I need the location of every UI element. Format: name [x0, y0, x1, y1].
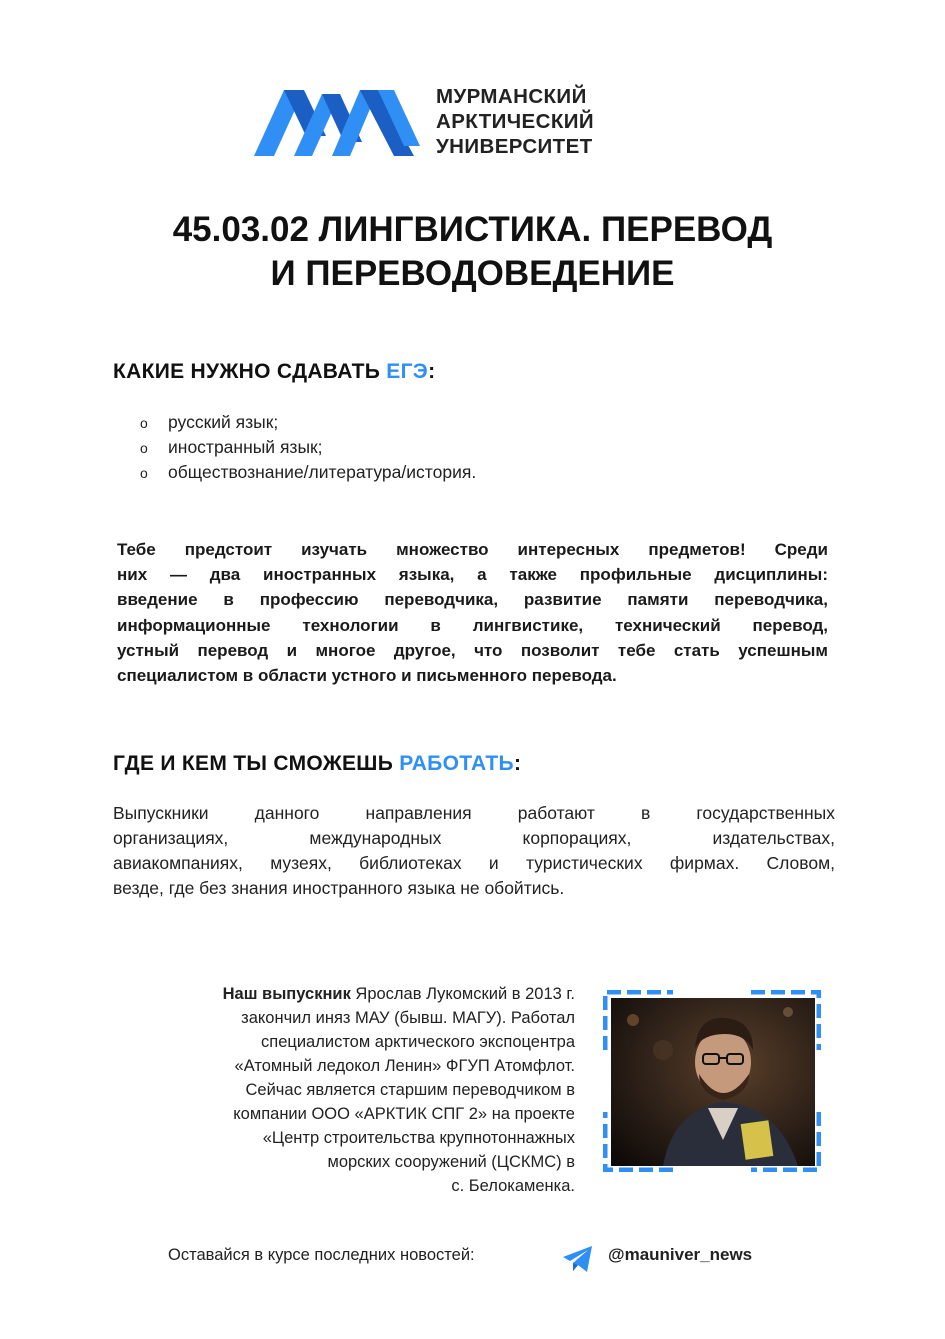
graduate-line: закончил иняз МАУ (бывш. МАГУ). Работал: [241, 1009, 575, 1027]
paragraph-line: авиакомпаниях, музеях, библиотеках и туристических фирмах. Словом,: [113, 853, 835, 873]
logo-line: АРКТИЧЕСКИЙ: [436, 110, 595, 133]
graduate-line: морских сооружений (ЦСКМС) в: [327, 1153, 575, 1171]
list-item-text: иностранный язык;: [168, 437, 323, 457]
graduate-line: компании ООО «АРКТИК СПГ 2» на проекте: [233, 1105, 575, 1123]
logo-mark-icon: [254, 86, 422, 158]
paragraph-line: введение в профессию переводчика, развитие памяти переводчика,: [117, 590, 828, 610]
list-item: [140, 410, 476, 435]
heading-accent: ЕГЭ: [386, 360, 429, 383]
paragraph-line: организациях, международных корпорациях, издательствах,: [113, 828, 835, 848]
heading-text: ГДЕ И КЕМ ТЫ СМОЖЕШЬ: [113, 752, 400, 775]
graduate-photo: [603, 990, 821, 1172]
paragraph-line: везде, где без знания иностранного языка не обойтись.: [113, 878, 565, 898]
graduate-line: «Атомный ледокол Ленин» ФГУП Атомфлот.: [234, 1057, 575, 1075]
paragraph-line: Выпускники данного направления работают в государственных: [113, 803, 835, 823]
bullet: o: [140, 415, 148, 431]
paragraph-line: информационные технологии в лингвистике, технический перевод,: [117, 615, 828, 635]
university-logo: [254, 84, 624, 160]
heading-suffix: :: [428, 360, 436, 383]
bullet: o: [140, 440, 148, 456]
study-paragraph: [117, 537, 828, 688]
bullet: o: [140, 465, 148, 481]
graduate-line: специалистом арктического экспоцентра: [261, 1033, 575, 1051]
graduate-photo-image: [603, 990, 821, 1172]
list-item-text: обществознание/литература/история.: [168, 462, 477, 482]
graduate-line: с. Белокаменка.: [451, 1177, 575, 1195]
logo-line: МУРМАНСКИЙ: [436, 85, 587, 108]
graduate-line: [130, 982, 575, 1006]
footer-text: Оставайся в курсе последних новостей:: [168, 1246, 475, 1264]
list-item-text: русский язык;: [168, 412, 279, 432]
heading-suffix: :: [513, 752, 522, 775]
work-paragraph: [113, 801, 835, 901]
exams-list: [140, 410, 476, 485]
graduate-text: [130, 982, 575, 1198]
graduate-lead: Наш выпускник: [222, 985, 351, 1003]
work-heading: [113, 752, 521, 776]
exams-heading: [113, 360, 435, 384]
heading-text: КАКИЕ НУЖНО СДАВАТЬ: [113, 360, 387, 383]
page-title: [0, 208, 945, 296]
logo-line: УНИВЕРСИТЕТ: [436, 135, 593, 158]
title-line: И ПЕРЕВОДОВЕДЕНИЕ: [270, 254, 675, 293]
telegram-icon[interactable]: [561, 1244, 595, 1279]
graduate-line: Сейчас является старшим переводчиком в: [245, 1081, 575, 1099]
list-item: [140, 460, 476, 485]
list-item: [140, 435, 476, 460]
graduate-line: «Центр строительства крупнотоннажных: [262, 1129, 575, 1147]
graduate-name: Ярослав Лукомский в 2013 г.: [350, 985, 575, 1003]
title-line: 45.03.02 ЛИНГВИСТИКА. ПЕРЕВОД: [172, 210, 773, 249]
paragraph-line: специалистом в области устного и письменного перевода.: [117, 666, 617, 686]
paragraph-line: них — два иностранных языка, а также профильные дисциплины:: [117, 565, 828, 585]
telegram-handle-link[interactable]: @mauniver_news: [608, 1245, 753, 1264]
paragraph-line: Тебе предстоит изучать множество интересных предметов! Среди: [117, 540, 828, 559]
heading-accent: РАБОТАТЬ: [399, 752, 514, 775]
logo-text: [436, 84, 594, 159]
paragraph-line: устный перевод и многое другое, что позволит тебе стать успешным: [117, 640, 828, 660]
